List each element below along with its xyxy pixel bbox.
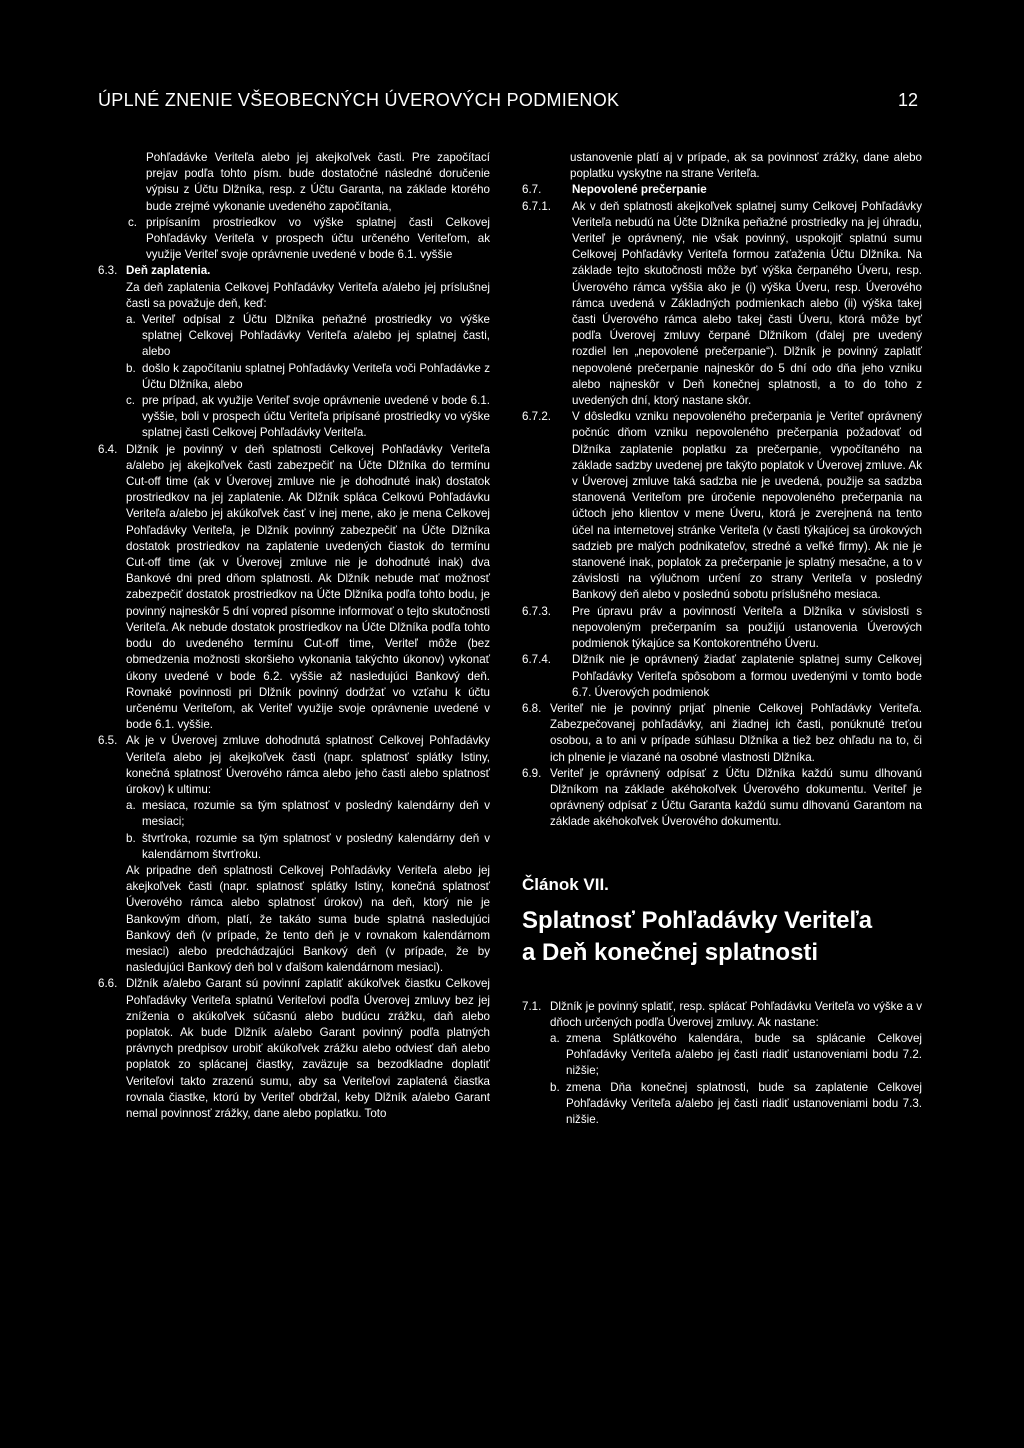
section-6-5: [98, 733, 490, 976]
section-7-1: [522, 999, 922, 1129]
paragraph: Ak pripadne deň splatnosti Celkovej Pohľadávky Veriteľa alebo jej akejkoľvek časti (napr. splatnosť splátky Istiny, konečná splatnosť Úverového rámca alebo splatnosť úrokov) na deň, ktorý nie je Bankovým dňom, platí, že takáto suma bude splatná nasledujúci Bankový deň (v prípade, že tento deň je v rovnakom kalendárnom mesiaci) alebo predchádzajúci Bankový deň (v prípade, že by nasledujúci Bankový deň bol v ďalšom kalendárnom mesiaci).: [126, 863, 490, 975]
article-heading: [522, 875, 922, 969]
paragraph: Dlžník nie je oprávnený žiadať zaplatenie splatnej sumy Celkovej Pohľadávky Veriteľa spôsobom a formou uvedenými v tomto bode 6.7. Úverových podmienok: [572, 653, 922, 699]
list-item: b. zmena Dňa konečnej splatnosti, bude sa zaplatenie Celkovej Pohľadávky Veriteľa a/alebo jej časti riadiť ustanoveniami bodu 7.3. nižšie.: [550, 1080, 922, 1126]
section-6-8: [522, 701, 922, 766]
paragraph: Dlžník je povinný splatiť, resp. splácať Pohľadávku Veriteľa vo výške a v dňoch určených podľa Úverovej zmluvy. Ak nastane:: [550, 999, 922, 1029]
list-item: b. došlo k započítaniu splatnej Pohľadávky Veriteľa voči Pohľadávke z Účtu Dlžníka, alebo: [126, 361, 490, 391]
section-6-9: [522, 766, 922, 831]
paragraph: Ak je v Úverovej zmluve dohodnutá splatnosť Celkovej Pohľadávky Veriteľa alebo jej akejkoľvek časti (napr. splatnosť splátky Istiny, konečná splatnosť Úverového rámca alebo jeho časti alebo splatnosť úrokov) k ultimu:: [126, 734, 490, 796]
list-item: a. zmena Splátkového kalendára, bude sa splácanie Celkovej Pohľadávky Veriteľa a/alebo jej časti riadiť ustanoveniami bodu 7.2. nižšie;: [550, 1031, 922, 1078]
article-title: [522, 905, 922, 969]
clause-cont-c: [98, 215, 490, 264]
right-column: [522, 150, 922, 1128]
paragraph: Dlžník je povinný v deň splatnosti Celkovej Pohľadávky Veriteľa a/alebo jej akejkoľvek časti zabezpečiť na Účte Dlžníka do termínu Cut-off time (ak v Úverovej zmluve nie je dohodnuté inak) dostatok prostriedkov na jej zaplatenie. Ak Dlžník spláca Celkovú Pohľadávku Veriteľa a/alebo jej akúkoľvek časť v inej mene, ako je mena Celkovej Pohľadávky Veriteľa, je Dlžník povinný zabezpečiť na Účte Dlžníka dostatok prostriedkov na zaplatenie uvedených čiastok do termínu Cut-off time (ak v Úverovej zmluve nie je dohodnuté inak) dva Bankové dni pred dňom splatnosti. Ak Dlžník nebude mať možnosť zabezpečiť dostatok prostriedkov na Účte Dlžníka podľa tohto bodu, je povinný najneskôr 5 dní vopred písomne informovať o tejto skutočnosti Veriteľa. Ak nebude dostatok prostriedkov na Účte Dlžníka podľa tohto bodu do uvedeného termínu Cut-off time, Veriteľ môže (bez obmedzenia možnosti skoršieho vykonania takýchto úkonov) vykonať úkony uvedené v bode 6.2. vyššie až nasledujúci Bankový deň. Rovnaké povinnosti pri Dlžník povinný dodržať vo vzťahu k účtu určenému Veriteľom, ak Veriteľ využije svoje oprávnenie uvedené v bode 6.1. vyššie.: [126, 442, 490, 732]
section-6-7-3: [522, 604, 922, 653]
paragraph: V dôsledku vzniku nepovoleného prečerpania je Veriteľ oprávnený počnúc dňom vzniku nepovoleného prečerpania požadovať od Dlžníka zaplatenie poplatku za prečerpanie, vypočítaného na základe sadzby uvedenej pre takýto poplatok v Úverovej zmluve. Ak v Úverovej zmluve taká sadzba nie je uvedená, použije sa sadzba stanovená Veriteľom pre úročenie nepovoleného prečerpania na účtoch jeho klientov v mene Úveru, ktorá je zverejnená na tento účel na internetovej stránke Veriteľa (v časti týkajúcej sa úrokových sadzieb pre malých podnikateľov, stredné a veľké firmy). Ak nie je stanovené inak, poplatok za prečerpanie je splatný mesačne, a to v závislosti na výlučnom určení zo strany Veriteľa v posledný Bankový deň alebo v poslednú sobotu príslušného mesiaca.: [572, 410, 922, 602]
item-label: c.: [128, 215, 138, 229]
paragraph: Za deň zaplatenia Celkovej Pohľadávky Veriteľa a/alebo jej príslušnej časti sa považuje deň, keď:: [126, 280, 490, 310]
list-item: a. mesiaca, rozumie sa tým splatnosť v posledný kalendárny deň v mesiaci;: [126, 799, 490, 829]
list-item: c. pre prípad, ak využije Veriteľ svoje oprávnenie uvedené v bode 6.1. vyššie, boli v prospech účtu Veriteľa pripísané prostriedky vo výške splatnej časti Celkovej Pohľadávky Veriteľa.: [126, 394, 490, 440]
section-title: Nepovolené prečerpanie: [572, 183, 707, 197]
section-cont: [522, 150, 922, 182]
clause-cont-b: [98, 150, 490, 215]
section-number: 6.7.3.: [522, 604, 552, 618]
section-number: 6.7.2.: [522, 410, 552, 424]
section-6-7-2: [522, 409, 922, 603]
left-column: [98, 150, 490, 1122]
paragraph: Ak v deň splatnosti akejkoľvek splatnej sumy Celkovej Pohľadávky Veriteľa nebudú na Účte Dlžníka peňažné prostriedky na jej úhradu, Veriteľ je oprávnený, nie však povinný, uspokojiť splatnú sumu Celkovej Pohľadávky Veriteľa formou zaťaženia Účtu Dlžníka. Na základe tejto skutočnosti môže byť výška čerpaného Úveru, resp. Úverového rámca vyššia ako je (i) výška Úveru, resp. Úverového rámca uvedená v Základných podmienkach alebo (ii) výška takej časti Úverového rámca alebo takej časti Úveru, ktorá môže byť podľa Úverovej zmluvy čerpané Dlžníkom (ďalej pre uvedený rozdiel len „nepovolené prečerpanie“). Dlžník je povinný zaplatiť nepovolené prečerpanie najneskôr do 5 dní odo dňa jeho vzniku alebo najneskôr v Deň konečnej splatnosti, a to do toho z uvedených dní, ktorý nastane skôr.: [572, 199, 922, 408]
paragraph: Veriteľ nie je povinný prijať plnenie Celkovej Pohľadávky Veriteľa. Zabezpečovanej pohľadávky, ani žiadnej ich časti, ponúknuté treťou osobou, a to ani v prípade súhlasu Dlžníka a tiež bez ohľadu na to, či ich plnenie je viazané na osobné vlastnosti Dlžníka.: [550, 701, 922, 764]
page-header: [98, 90, 918, 120]
list-item: b. štvrťroka, rozumie sa tým splatnosť v posledný kalendárny deň v kalendárnom štvrťroku.: [126, 831, 490, 861]
section-number: 6.3.: [98, 264, 118, 278]
section-number: 6.8.: [522, 701, 542, 715]
paragraph: Pohľadávke Veriteľa alebo jej akejkoľvek časti. Pre započítací prejav podľa tohto písm. bude dostatočné následné doručenie výpisu z Účtu Dlžníka, resp. z Účtu Garanta, na základe ktorého bude zrejmé vykonanie uvedeného započítania,: [146, 151, 490, 213]
section-number: 6.4.: [98, 442, 118, 456]
article-title-line-2: a Deň konečnej splatnosti: [522, 938, 819, 966]
section-title: Deň zaplatenia.: [126, 264, 211, 278]
paragraph: Veriteľ je oprávnený odpísať z Účtu Dlžníka každú sumu dlhovanú Dlžníkom na základe akéhokoľvek Úverového dokumentu. Veriteľ je oprávnený odpísať z Účtu Garanta každú sumu dlhovanú Garantom na základe akéhokoľvek Úverového dokumentu.: [550, 766, 922, 829]
section-number: 6.5.: [98, 734, 118, 748]
article-title-line-1: Splatnosť Pohľadávky Veriteľa: [522, 906, 873, 934]
section-6-7: [522, 182, 922, 198]
section-number: 6.7.: [522, 183, 542, 197]
section-6-6: [98, 976, 490, 1122]
section-6-4: [98, 442, 490, 734]
document-title: ÚPLNÉ ZNENIE VŠEOBECNÝCH ÚVEROVÝCH PODMIENOK: [98, 90, 620, 110]
section-6-7-1: [522, 199, 922, 410]
section-number: 6.9.: [522, 766, 542, 780]
section-number: 7.1.: [522, 999, 542, 1013]
page-number: 12: [897, 90, 918, 110]
section-number: 6.7.4.: [522, 653, 552, 667]
list-item: a. Veriteľ odpísal z Účtu Dlžníka peňažné prostriedky vo výške splatnej Celkovej Pohľadávky Veriteľa a/alebo jej splatnej časti, alebo: [126, 313, 490, 359]
paragraph: Pre úpravu práv a povinností Veriteľa a Dlžníka v súvislosti s nepovoleným prečerpaním sa použijú ustanovenia Úverových podmienok týkajúce sa Kontokorentného Úveru.: [572, 604, 922, 651]
paragraph: pripísaním prostriedkov vo výške splatnej časti Celkovej Pohľadávky Veriteľa v prospech účtu určeného Veriteľom, ak využije Veriteľ svoje oprávnenie uvedené v bode 6.1. vyššie: [146, 215, 490, 262]
section-6-3: [98, 263, 490, 279]
section-number: 6.7.1.: [522, 199, 552, 213]
section-6-7-4: [522, 652, 922, 701]
paragraph: ustanovenie platí aj v prípade, ak sa povinnosť zrážky, dane alebo poplatku vyskytne na strane Veriteľa.: [570, 151, 922, 181]
paragraph: Dlžník a/alebo Garant sú povinní zaplatiť akúkoľvek čiastku Celkovej Pohľadávky Veriteľa splatnú Veriteľovi podľa Úverovej zmluvy bez jej zníženia o akúkoľvek súčasnú alebo budúcu zrážku, daň alebo poplatok. Ak bude Dlžník a/alebo Garant povinný podľa platných právnych predpisov urobiť akúkoľvek zrážku alebo odviesť daň alebo poplatok zo splácanej čiastky, zaväzuje sa bezodkladne doplatiť Veriteľovi takto zrazenú sumu, aby sa Veriteľovi zaplatená čiastka rovnala čiastke, ktorú by Veriteľ obdržal, keby Dlžník a/alebo Garant nemal povinnosť zrážky, dane alebo poplatku. Toto: [126, 977, 490, 1120]
article-number: Článok VII.: [522, 874, 609, 894]
section-number: 6.6.: [98, 977, 118, 991]
